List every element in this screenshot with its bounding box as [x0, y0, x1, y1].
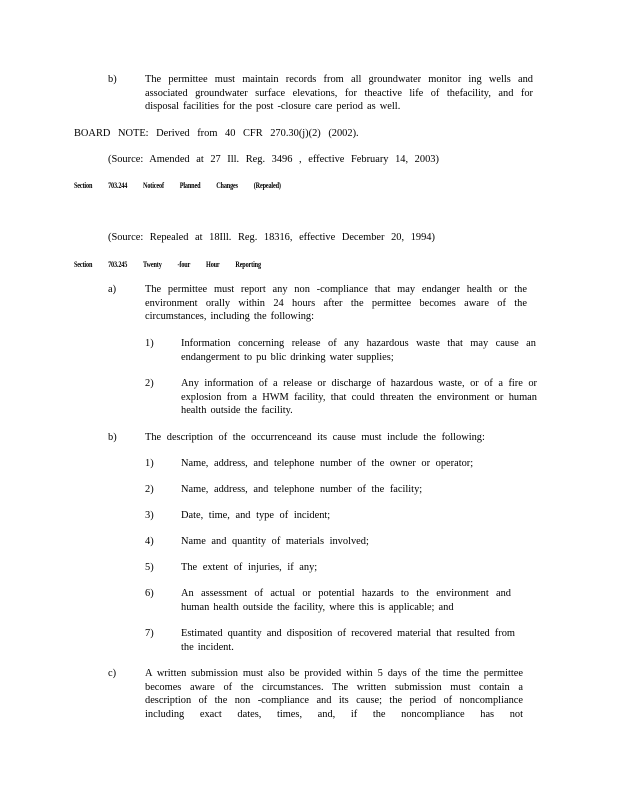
item-b-1-marker: 1): [145, 458, 154, 469]
section-number: 703.245: [108, 259, 128, 269]
section-number: 703.244: [108, 180, 128, 190]
section-title-word: Twenty: [143, 259, 162, 269]
item-b-marker: b): [108, 432, 117, 443]
section-title-word: Noticeof: [143, 180, 164, 190]
section-label: Section: [74, 180, 93, 190]
item-b-7-text: Estimated quantity and disposition of recovered material that resulted from the incident.: [181, 628, 515, 653]
item-b-3-marker: 3): [145, 510, 154, 521]
item-b-5-marker: 5): [145, 562, 154, 573]
item-c-text: A written submission must also be provided within 5 days of the time the permittee becomes aware of the circumstances. The written submission must contain a description of the non -compliance and its cause; the period of noncompliance including exact dates, times, and, if the noncompliance has not: [145, 668, 523, 720]
source-amended: (Source: Amended at 27 Ill. Reg. 3496 , effective February 14, 2003): [108, 154, 439, 165]
item-b-description-text: The description of the occurrenceand its cause must include the following:: [145, 432, 485, 443]
section-title-word: (Repealed): [253, 180, 281, 190]
item-c-marker: c): [108, 668, 117, 679]
item-b-7-marker: 7): [145, 628, 154, 639]
section-244-heading: [74, 180, 281, 190]
item-b-3-text: Date, time, and type of incident;: [181, 510, 331, 521]
board-note: BOARD NOTE: Derived from 40 CFR 270.30(j)(2) (2002).: [74, 128, 359, 139]
item-a-2-text: Any information of a release or discharge of hazardous waste, or of a fire or explosion from a HWM facility, that could threaten the environment or human health outside the facility.: [181, 378, 537, 417]
section-245-heading: [74, 259, 261, 269]
section-title-word: Hour: [206, 259, 220, 269]
item-b-5-text: The extent of injuries, if any;: [181, 562, 318, 573]
item-b-2-marker: 2): [145, 484, 154, 495]
item-a-1-marker: 1): [145, 338, 154, 349]
item-a-text: The permittee must report any non -compliance that may endanger health or the environment orally within 24 hours after the permittee becomes aware of the circumstances, including the following:: [145, 284, 527, 323]
section-title-word: Planned: [179, 180, 201, 190]
section-title-word: Reporting: [235, 259, 261, 269]
item-b-4-text: Name and quantity of materials involved;: [181, 536, 369, 547]
section-title-word: Changes: [216, 180, 238, 190]
item-b-marker: b): [108, 74, 117, 85]
item-a-1-text: Information concerning release of any hazardous waste that may cause an endangerment to pu blic drinking water supplies;: [181, 338, 536, 363]
item-a-marker: a): [108, 284, 117, 295]
item-b-2-text: Name, address, and telephone number of the facility;: [181, 484, 423, 495]
item-b-4-marker: 4): [145, 536, 154, 547]
item-b-6-text: An assessment of actual or potential hazards to the environment and human health outside the facility, where this is applicable; and: [181, 588, 511, 613]
source-repealed: (Source: Repealed at 18Ill. Reg. 18316, effective December 20, 1994): [108, 232, 435, 243]
item-b-1-text: Name, address, and telephone number of the owner or operator;: [181, 458, 474, 469]
section-title-word: -four: [177, 259, 191, 269]
item-b-records-text: The permittee must maintain records from all groundwater monitor ing wells and associated groundwater surface elevations, for theactive life of thefacility, and for disposal facilities for the post -closure care period as well.: [145, 74, 533, 113]
section-label: Section: [74, 259, 93, 269]
item-b-6-marker: 6): [145, 588, 154, 599]
item-a-2-marker: 2): [145, 378, 154, 389]
